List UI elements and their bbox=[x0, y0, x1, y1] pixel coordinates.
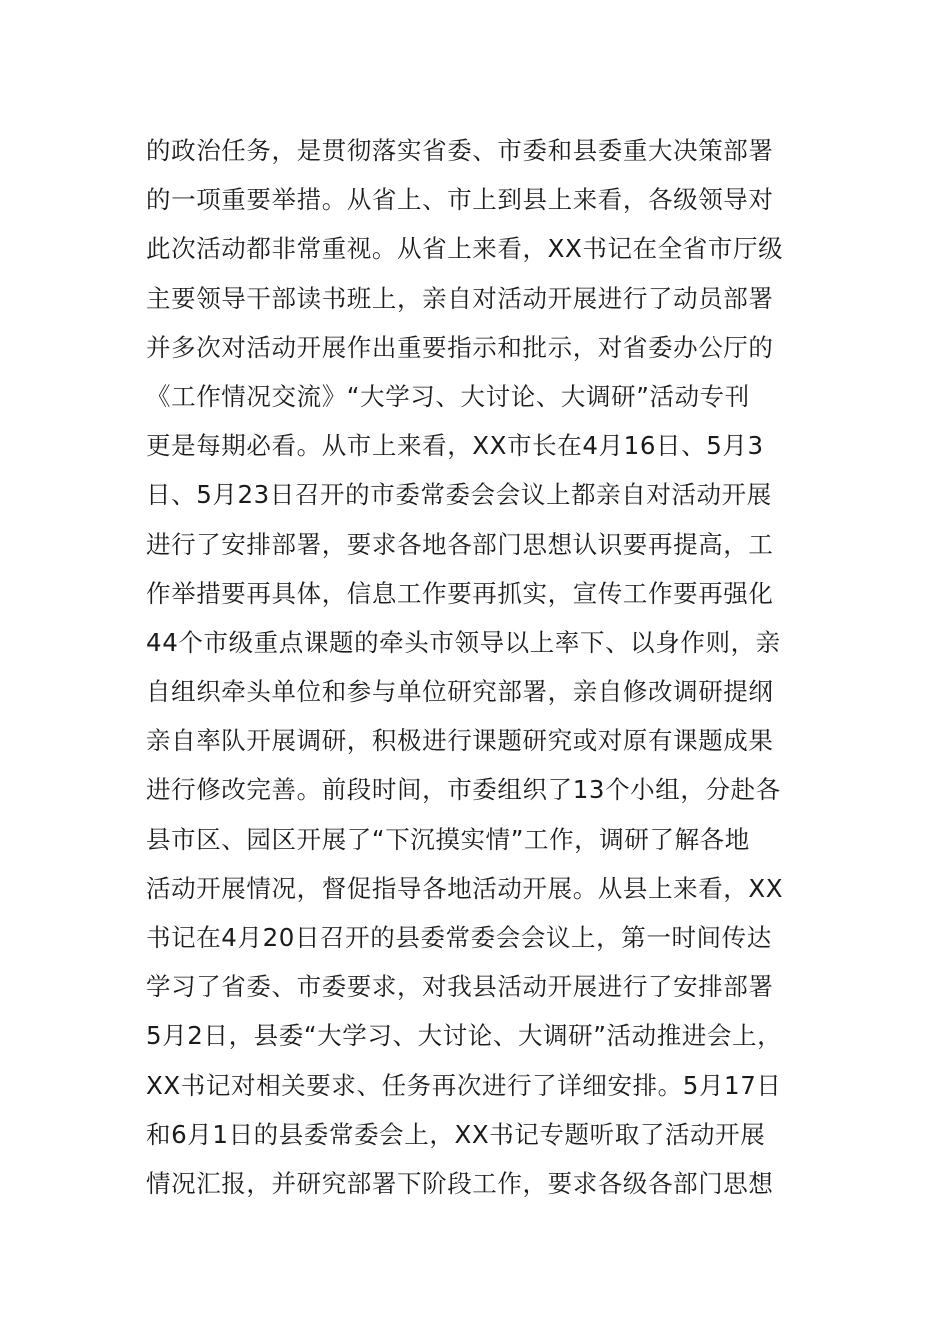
text-line: 进行修改完善。前段时间，市委组织了13个小组，分赴各 bbox=[146, 775, 781, 805]
text-line: 县市区、园区开展了“下沉摸实情”工作，调研了解各地 bbox=[146, 824, 750, 854]
text-line: 亲自率队开展调研，积极进行课题研究或对原有课题成果 bbox=[146, 726, 774, 756]
text-line: 和6月1日的县委常委会上，XX书记专题听取了活动开展 bbox=[146, 1119, 766, 1149]
body-text bbox=[146, 126, 826, 1208]
text-line: 5月2日，县委“大学习、大讨论、大调研”活动推进会上， bbox=[146, 1021, 783, 1051]
text-line: XX书记对相关要求、任务再次进行了详细安排。5月17日 bbox=[146, 1070, 782, 1100]
text-line: 并多次对活动开展作出重要指示和批示，对省委办公厅的 bbox=[146, 332, 774, 362]
text-line: 进行了安排部署，要求各地各部门思想认识要再提高，工 bbox=[146, 529, 774, 559]
text-line: 作举措要再具体，信息工作要再抓实，宣传工作要再强化 bbox=[146, 578, 774, 608]
text-line: 情况汇报，并研究部署下阶段工作，要求各级各部门思想 bbox=[146, 1168, 774, 1198]
text-line: 自组织牵头单位和参与单位研究部署，亲自修改调研提纲 bbox=[146, 677, 774, 707]
text-line: 学习了省委、市委要求，对我县活动开展进行了安排部署 bbox=[146, 972, 774, 1002]
text-line: 更是每期必看。从市上来看，XX市长在4月16日、5月3 bbox=[146, 431, 764, 461]
text-line: 日、5月23日召开的市委常委会会议上都亲自对活动开展 bbox=[146, 480, 772, 510]
text-line: 44个市级重点课题的牵头市领导以上率下、以身作则，亲 bbox=[146, 627, 781, 657]
text-line: 主要领导干部读书班上，亲自对活动开展进行了动员部署 bbox=[146, 283, 774, 313]
text-line: 的一项重要举措。从省上、市上到县上来看，各级领导对 bbox=[146, 185, 774, 215]
text-line: 活动开展情况，督促指导各地活动开展。从县上来看，XX bbox=[146, 873, 784, 903]
text-line: 的政治任务，是贯彻落实省委、市委和县委重大决策部署 bbox=[146, 136, 774, 165]
text-line: 此次活动都非常重视。从省上来看，XX书记在全省市厅级 bbox=[146, 234, 784, 264]
text-line: 《工作情况交流》“大学习、大讨论、大调研”活动专刊 bbox=[146, 381, 750, 411]
text-line: 书记在4月20日召开的县委常委会会议上，第一时间传达 bbox=[146, 923, 772, 952]
